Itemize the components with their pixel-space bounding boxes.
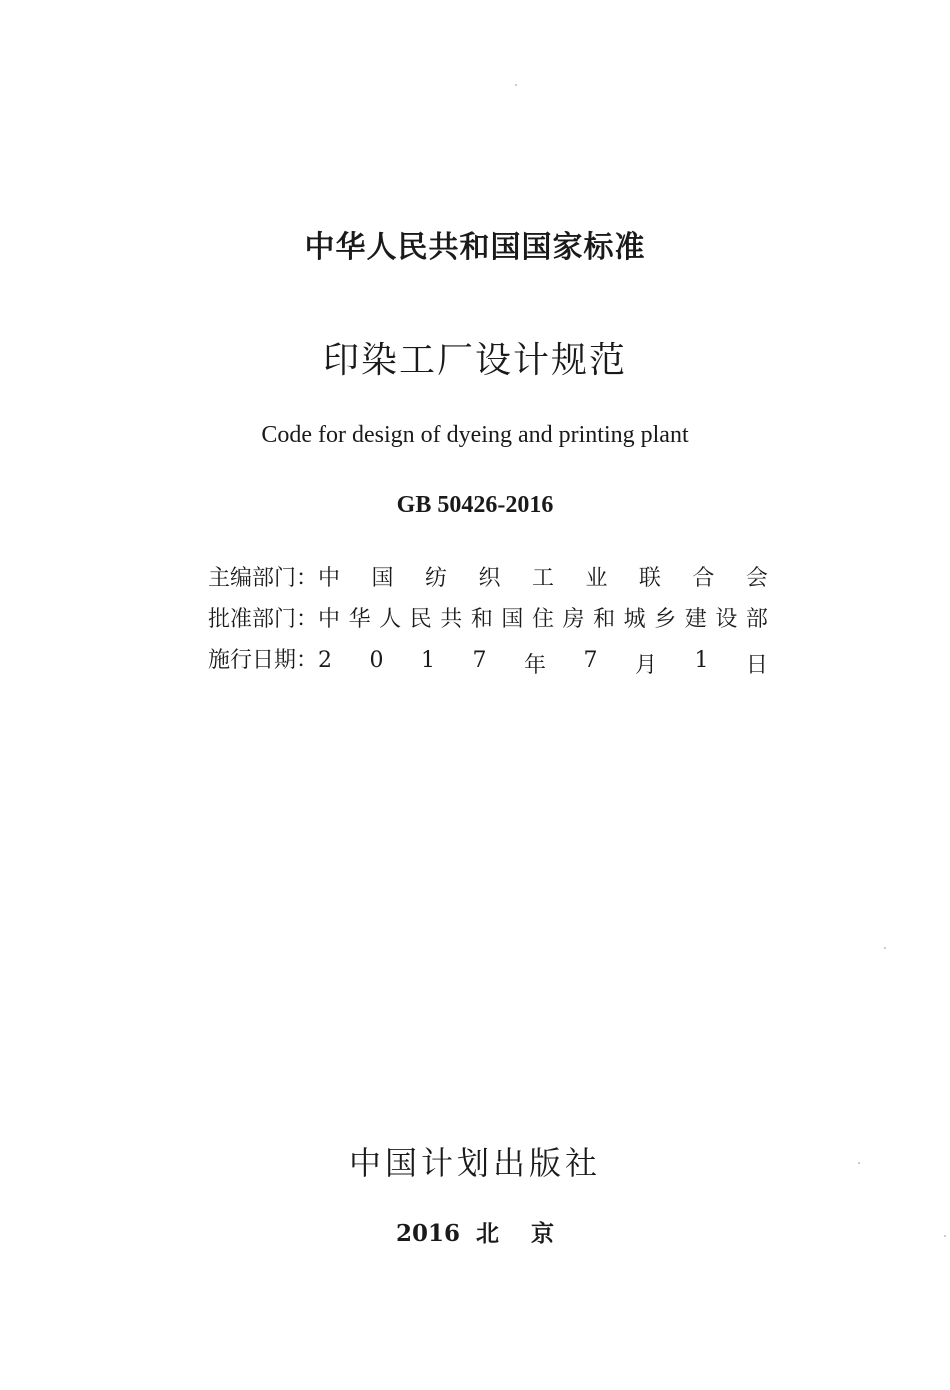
editor-char: 中 xyxy=(318,566,341,591)
scan-speck xyxy=(944,1235,946,1237)
effective-date-char: 日 xyxy=(745,653,768,678)
scan-speck xyxy=(515,84,517,86)
editor-char: 合 xyxy=(692,566,715,591)
editor-char: 联 xyxy=(638,566,661,591)
effective-date-char: 7 xyxy=(583,648,598,673)
approver-char: 共 xyxy=(440,607,463,632)
approver-char: 中 xyxy=(318,607,341,632)
effective-date-row xyxy=(208,643,768,679)
effective-date-label: 施行日期： xyxy=(208,648,319,673)
effective-date-char: 7 xyxy=(472,648,487,673)
approver-char: 设 xyxy=(715,607,738,632)
approver-char: 国 xyxy=(501,607,524,632)
publication-year-place xyxy=(0,1215,950,1248)
approver-row xyxy=(208,602,768,633)
effective-date-char: 1 xyxy=(420,648,435,673)
effective-date-char: 2 xyxy=(318,648,333,673)
standard-category: 中华人民共和国国家标准 xyxy=(304,230,646,265)
approver-char: 部 xyxy=(745,607,768,632)
editor-char: 国 xyxy=(371,566,394,591)
year-place-text: 2016 北 京 xyxy=(395,1220,555,1247)
title-english: Code for design of dyeing and printing plant xyxy=(261,422,689,448)
effective-date-char: 0 xyxy=(369,648,384,673)
editor-row xyxy=(208,561,768,592)
approver-char: 民 xyxy=(409,607,432,632)
approver-char: 城 xyxy=(623,607,646,632)
editor-char: 纺 xyxy=(424,566,447,591)
scan-speck xyxy=(884,947,886,949)
approver-char: 房 xyxy=(562,607,585,632)
editor-char: 会 xyxy=(745,566,768,591)
editor-value xyxy=(318,561,768,592)
approver-char: 人 xyxy=(379,607,402,632)
title-chinese: 印染工厂设计规范 xyxy=(322,340,627,381)
standard-code: GB 50426-2016 xyxy=(396,492,554,518)
approver-label: 批准部门： xyxy=(208,607,319,632)
effective-date-char: 月 xyxy=(634,653,657,678)
approver-value xyxy=(318,602,768,633)
effective-date-char: 1 xyxy=(694,648,709,673)
scan-speck xyxy=(858,1162,860,1164)
editor-char: 业 xyxy=(585,566,608,591)
approver-char: 华 xyxy=(348,607,371,632)
editor-char: 织 xyxy=(478,566,501,591)
effective-date-char: 年 xyxy=(523,653,546,678)
approver-char: 乡 xyxy=(654,607,677,632)
approver-char: 和 xyxy=(470,607,493,632)
approver-char: 住 xyxy=(531,607,554,632)
editor-label: 主编部门： xyxy=(208,566,319,591)
approver-char: 建 xyxy=(684,607,707,632)
editor-char: 工 xyxy=(531,566,554,591)
effective-date-value xyxy=(318,648,768,679)
publisher: 中国计划出版社 xyxy=(348,1144,601,1182)
approver-char: 和 xyxy=(593,607,616,632)
